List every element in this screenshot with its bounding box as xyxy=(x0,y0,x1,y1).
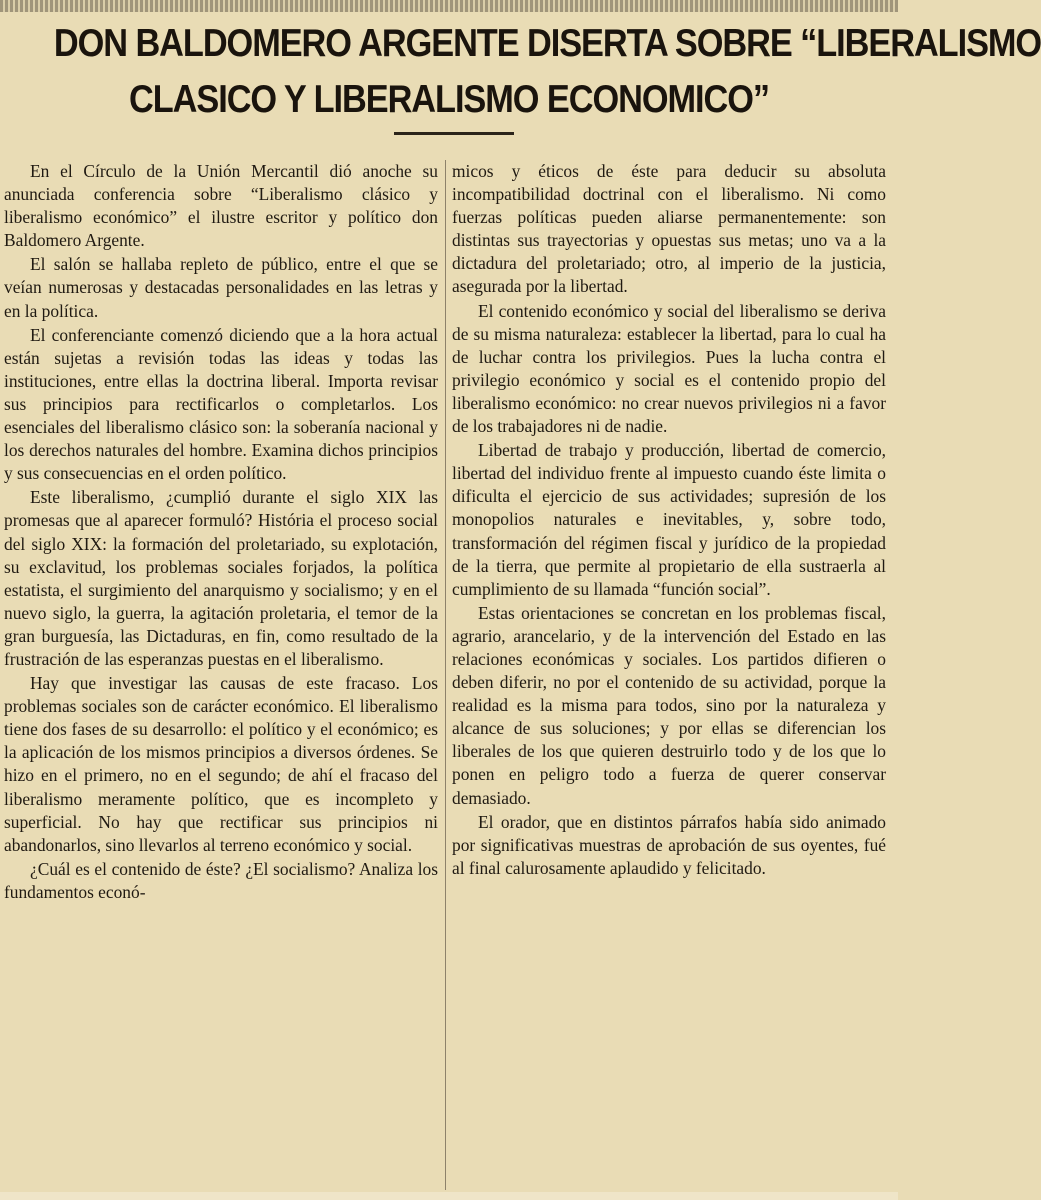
right-column xyxy=(452,160,886,1190)
paragraph: Estas orientaciones se concretan en los problemas fiscal, agrario, arancelario, y de la intervención del Estado en las relaciones económicas y sociales. Los partidos difieren o deben diferir, no por el contenido de su actividad, porque la realidad es la misma para todos, sino por la naturaleza y alcance de sus soluciones; y por ellas se diferencian los liberales de los que quieren destruirlo todo y de los que lo ponen en peligro todo a fuerza de querer conservar demasiado. xyxy=(452,602,886,808)
paragraph: Este liberalismo, ¿cumplió durante el siglo XIX las promesas que al aparecer formuló? História el proceso social del siglo XIX: la formación del proletariado, su explotación, su exclavitud, los problemas sociales forjados, la política estatista, el surgimiento del anarquismo y socialismo; y en el nuevo siglo, la guerra, la agitación proletaria, el temor de la gran burguesía, las Dictaduras, en fin, como resultado de la frustración de las esperanzas puestas en el liberalismo. xyxy=(4,487,438,669)
top-rule xyxy=(0,0,898,12)
headline xyxy=(53,16,1041,128)
paragraph: El contenido económico y social del liberalismo se deriva de su misma naturaleza: establecer la libertad, para lo cual ha de luchar contra los privilegios. Pues la lucha contra el privilegio económico y social es el contenido propio del liberalismo económico: no crear nuevos privilegios ni a favor de los trabajadores ni de nadie. xyxy=(452,300,886,437)
headline-divider xyxy=(394,132,514,135)
page-bottom-edge xyxy=(0,1192,898,1200)
paragraph: ¿Cuál es el contenido de éste? ¿El socialismo? Analiza los fundamentos econó- xyxy=(4,858,438,902)
paragraph: El orador, que en distintos párrafos había sido animado por significativas muestras de aprobación de sus oyentes, fué al final calurosamente aplaudido y felicitado. xyxy=(452,811,886,878)
paragraph: Libertad de trabajo y producción, libertad de comercio, libertad del individuo frente al impuesto cuando éste limita o dificulta el ejercicio de sus actividades; supresión de los monopolios naturales e inevitables, y, sobre todo, transformación del régimen fiscal y jurídico de la propiedad de la tierra, que permite al propietario de ella sustraerla al cumplimiento de su llamada “función social”. xyxy=(452,440,886,599)
headline-line-1: DON BALDOMERO ARGENTE DISERTA SOBRE “LIBERALISMO xyxy=(53,22,1041,65)
paragraph-continuation: micos y éticos de éste para deducir su absoluta incompatibilidad doctrinal con el liberalismo. Ni como fuerzas políticas pueden aliarse permanentemente: son distintas sus trayectorias y opuestas sus metas; uno va a la dictadura del proletariado; otro, al imperio de la justicia, asegurada por la libertad. xyxy=(452,161,886,297)
column-divider xyxy=(445,160,446,1190)
headline-line-2: CLASICO Y LIBERALISMO ECONOMICO” xyxy=(129,78,769,121)
left-column xyxy=(4,160,438,1190)
article-body xyxy=(0,160,898,1190)
paragraph: En el Círculo de la Unión Mercantil dió anoche su anunciada conferencia sobre “Liberalismo clásico y liberalismo económico” el ilustre escritor y político don Baldomero Argente. xyxy=(4,161,438,251)
paragraph: Hay que investigar las causas de este fracaso. Los problemas sociales son de carácter económico. El liberalismo tiene dos fases de su desarrollo: el político y el económico; es la aplicación de los mismos principios a diversos órdenes. Se hizo en el primero, no en el segundo; de ahí el fracaso del liberalismo meramente político, que es incompleto y superficial. No hay que rectificar sus principios ni abandonarlos, sino llevarlos al terreno económico y social. xyxy=(4,673,438,855)
paragraph: El conferenciante comenzó diciendo que a la hora actual están sujetas a revisión todas las ideas y todas las instituciones, entre ellas la doctrina liberal. Importa revisar sus principios para rectificarlos o completarlos. Los esenciales del liberalismo clásico son: la soberanía nacional y los derechos naturales del hombre. Examina dichos principios y sus consecuencias en el orden político. xyxy=(4,324,438,484)
paragraph: El salón se hallaba repleto de público, entre el que se veían numerosas y destacadas personalidades en las letras y en la política. xyxy=(4,254,438,321)
